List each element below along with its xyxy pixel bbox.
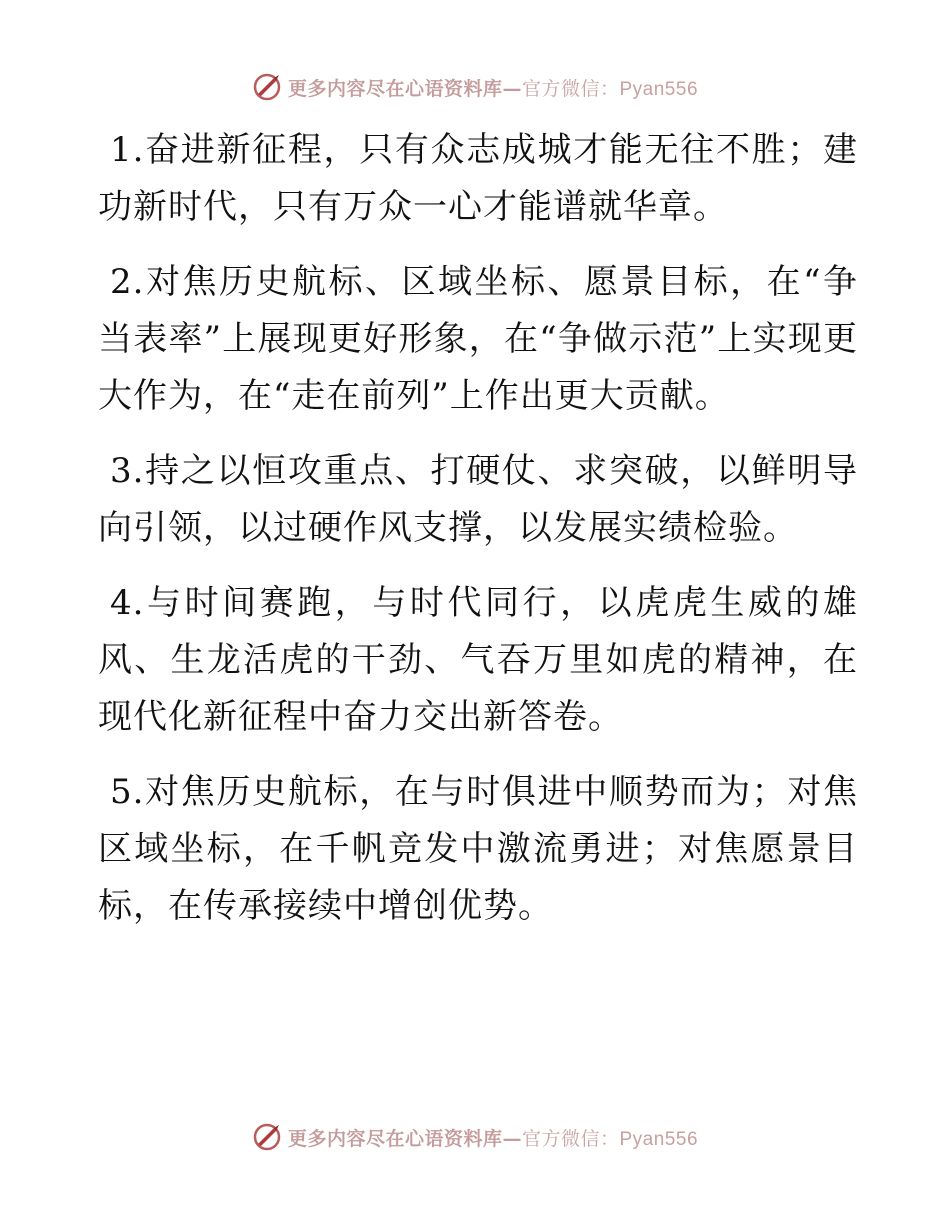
footer-watermark (0, 1122, 950, 1152)
paragraph-1: 1.奋进新征程，只有众志成城才能无往不胜；建功新时代，只有万众一心才能谱就华章。 (98, 130, 858, 227)
paragraph-5: 5.对焦历史航标，在与时俱进中顺势而为；对焦区域坐标，在千帆竞发中激流勇进；对焦愿景目标，在传承接续中增创优势。 (98, 772, 858, 926)
paragraph-4: 4.与时间赛跑，与时代同行，以虎虎生威的雄风、生龙活虎的干劲、气吞万里如虎的精神，在现代化新征程中奋力交出新答卷。 (98, 583, 858, 737)
document-body (98, 122, 858, 953)
watermark-text: 更多内容尽在心语资料库—官方微信：Pyan556 (287, 1127, 699, 1150)
paragraph-2: 2.对焦历史航标、区域坐标、愿景目标，在“争当表率”上展现更好形象，在“争做示范”上实现更大作为，在“走在前列”上作出更大贡献。 (98, 262, 858, 416)
watermark-text: 更多内容尽在心语资料库—官方微信：Pyan556 (287, 77, 699, 100)
quill-logo-icon (252, 1122, 282, 1152)
header-watermark (0, 72, 950, 102)
quill-logo-icon (252, 72, 282, 102)
paragraph-3: 3.持之以恒攻重点、打硬仗、求突破，以鲜明导向引领，以过硬作风支撑，以发展实绩检验。 (98, 451, 858, 548)
